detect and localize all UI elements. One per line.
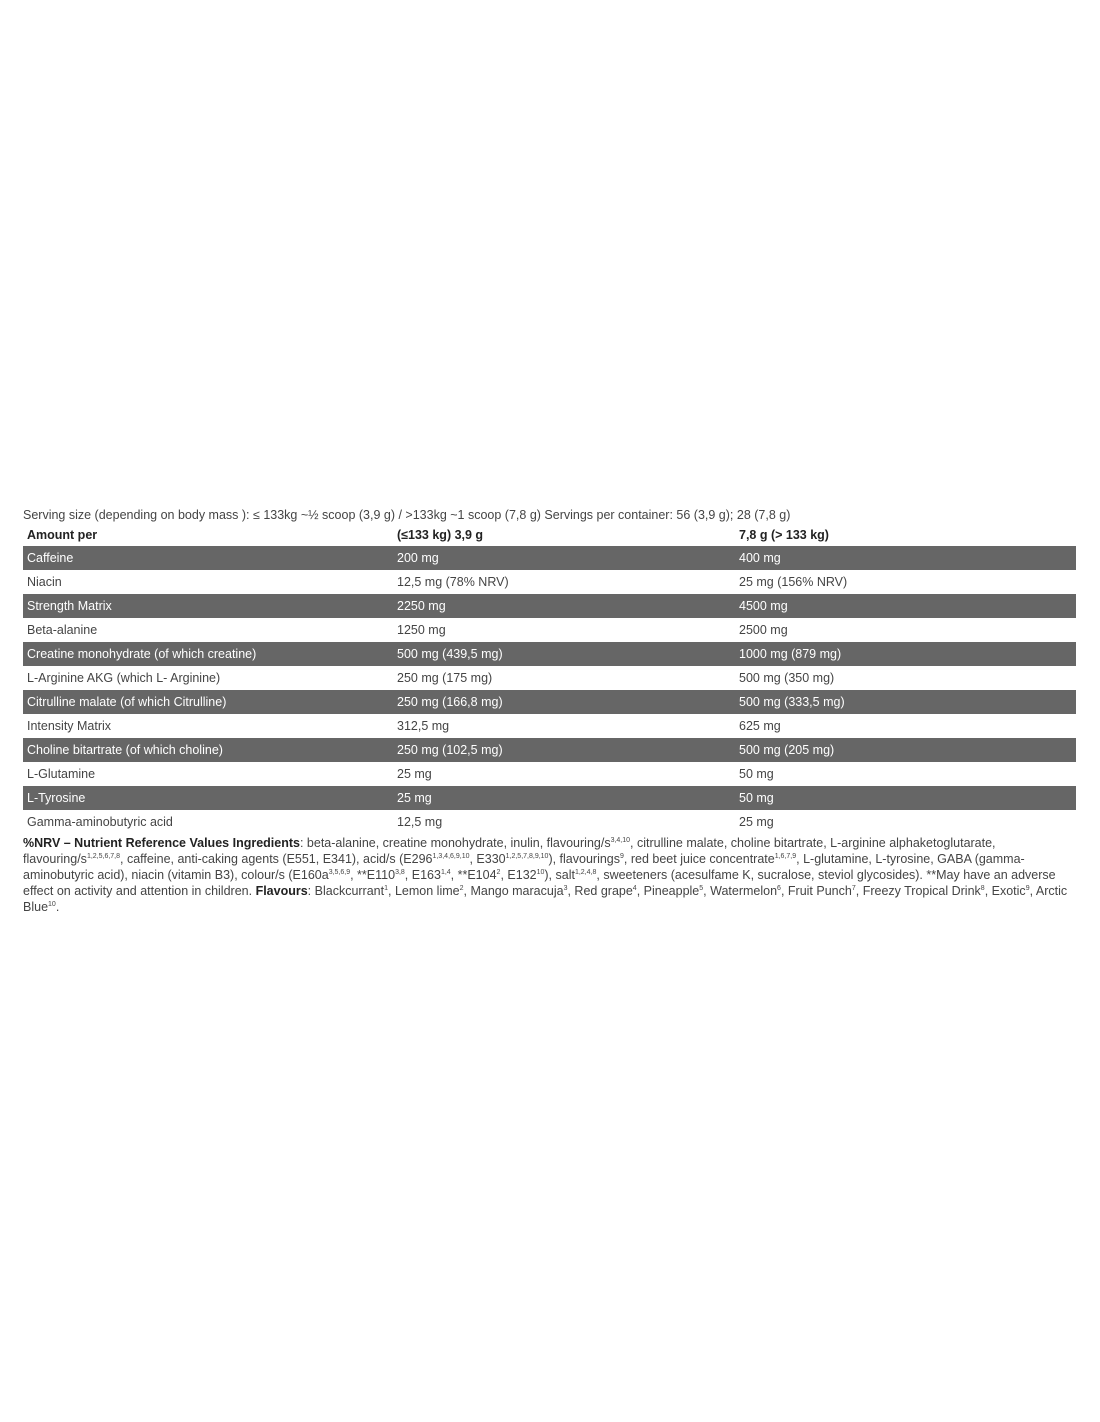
flavour-item (315, 884, 395, 898)
flavour-item (574, 884, 643, 898)
header-amount-per: Amount per (27, 528, 98, 542)
nutrient-large-value: 50 mg (735, 762, 1076, 786)
flavour-name: Fruit Punch (787, 884, 852, 898)
nutrient-name: Gamma-aminobutyric acid (23, 810, 393, 834)
footnote-marker: 5 (699, 884, 704, 892)
ingredient-segment: , citrulline malate, choline bitartrate, L-arginine alphaketoglutarate, flavouring/s (23, 836, 996, 866)
footnote-marker: 3,8 (395, 868, 405, 876)
footnote-marker: 1 (384, 884, 389, 892)
flavour-separator: , (855, 884, 863, 898)
nutrient-small-value: 12,5 mg (393, 810, 735, 834)
flavour-separator: , (388, 884, 395, 898)
flavour-item (992, 884, 1036, 898)
footnote-marker: 1,2,5,6,7,8 (86, 852, 121, 860)
nutrient-large-value: 625 mg (735, 714, 1076, 738)
ingredient-segment: : beta-alanine, creatine monohydrate, inulin, flavouring/s (299, 836, 611, 850)
flavour-item (470, 884, 574, 898)
ingredient-segment: , **E104 (450, 868, 497, 882)
flavour-name: Mango maracuja (470, 884, 564, 898)
footnote-marker: 3,4,10 (610, 836, 631, 844)
nutrient-large-value: 500 mg (205 mg) (735, 738, 1076, 762)
table-row (23, 786, 1076, 810)
nutrient-name: L-Tyrosine (23, 786, 393, 810)
nutrient-small-value: 250 mg (166,8 mg) (393, 690, 735, 714)
flavour-separator: , (984, 884, 992, 898)
footnote-marker: 3,5,6,9 (328, 868, 351, 876)
nutrient-small-value: 312,5 mg (393, 714, 735, 738)
nutrient-small-value: 2250 mg (393, 594, 735, 618)
nutrient-name: Creatine monohydrate (of which creatine) (23, 642, 393, 666)
nutrient-small-value: 250 mg (102,5 mg) (393, 738, 735, 762)
ingredient-segment: ), flavourings (548, 852, 621, 866)
flavour-separator: . (55, 900, 60, 914)
nutrient-large-value: 2500 mg (735, 618, 1076, 642)
ingredient-segment: , **E110 (350, 868, 396, 882)
flavour-name: Pineapple (643, 884, 700, 898)
ingredient-segment: , caffeine, anti-caking agents (E551, E341), acid/s (E296 (120, 852, 433, 866)
table-row (23, 762, 1076, 786)
nrv-label: %NRV – Nutrient Reference Values (23, 836, 230, 850)
table-row (23, 690, 1076, 714)
footnote-marker: 9 (620, 852, 624, 860)
flavour-item (710, 884, 788, 898)
footnote-marker: 4 (632, 884, 637, 892)
flavours-label: Flavours (255, 884, 308, 898)
nutrient-name: Niacin (23, 570, 393, 594)
nutrient-large-value: 25 mg (156% NRV) (735, 570, 1076, 594)
flavour-name: Freezy Tropical Drink (862, 884, 981, 898)
flavour-item (788, 884, 863, 898)
footnote-marker: 1,4 (440, 868, 451, 876)
nutrient-small-value: 500 mg (439,5 mg) (393, 642, 735, 666)
nutrient-small-value: 250 mg (175 mg) (393, 666, 735, 690)
ingredients-text: %NRV – Nutrient Reference Values Ingredients: beta-alanine, creatine monohydrate, inulin, flavouring/$s^{3,4,10}$, citrulline malate, choline bitartrate, L-arginine alphaketoglutarate, flavouring/$s^{1,2,5,6,7,8}$, caffeine, anti-caking agents (E551, E341), acid/s (E296$^{1,3,4,6,9,10}$, E330$^{1,2,5,7,8,9,10}$), flavourings$^9$, red beet juice concentrate$^{1,6,7,9}$, L-glutamine, L-tyrosine, GABA (gamma-aminobutyric acid), niacin (vitamin B3), colour/s ($E160a^{3,5,6,9}$, **E110$^{3,8}$, E163$^{1,4}$, $**E104^2$, $E132^{10}$), salt$^{1,2,4,8}$, sweeteners (acesulfame K, sucralose, steviol glycosides). **May have an adverse effect on activity and attention in children. Flavours: Blackcurrant$^1$, Lemon lime$^2$, Mango maracuja$^3$, Red grape$^4$, Pineapple$^5$, Watermelon$^6$, Fruit Punch$^7$, Freezy Tropical Drink$^8$, Exotic$^9$, Arctic Blue$^{10}$. (23, 836, 1068, 914)
flavour-name: Lemon lime (394, 884, 460, 898)
footnote-marker: 6 (777, 884, 781, 892)
footnote-marker: 7 (851, 884, 856, 892)
footnote-marker: 3 (563, 884, 568, 892)
ingredient-segment: , L-glutamine, L-tyrosine, GABA (gamma-aminobutyric acid), niacin (vitamin B3), colour/s (E160a (23, 852, 1025, 882)
nutrient-small-value: 25 mg (393, 786, 735, 810)
flavour-name: Watermelon (710, 884, 778, 898)
footnote-marker: 10 (536, 868, 545, 876)
nutrient-name: Beta-alanine (23, 618, 393, 642)
ingredient-segment: , E330 (469, 852, 506, 866)
footnote-marker: 2 (459, 884, 464, 892)
nutrient-name: Citrulline malate (of which Citrulline) (23, 690, 393, 714)
ingredient-segment: , red beet juice concentrate (623, 852, 775, 866)
nutrient-large-value: 1000 mg (879 mg) (735, 642, 1076, 666)
flavour-separator: , (780, 884, 788, 898)
table-row (23, 714, 1076, 738)
table-header-row (23, 524, 1076, 546)
nutrient-large-value: 500 mg (350 mg) (735, 666, 1076, 690)
table-row (23, 546, 1076, 570)
nutrient-small-value: 1250 mg (393, 618, 735, 642)
header-large-serving: 7,8 g (> 133 kg) (739, 528, 829, 542)
nutrient-small-value: 200 mg (393, 546, 735, 570)
table-row (23, 618, 1076, 642)
flavour-item (395, 884, 470, 898)
nutrient-small-value: 25 mg (393, 762, 735, 786)
flavour-name: Red grape (574, 884, 633, 898)
table-row (23, 642, 1076, 666)
nutrient-name: Choline bitartrate (of which choline) (23, 738, 393, 762)
flavour-item (863, 884, 992, 898)
nutrition-facts (23, 506, 1076, 915)
ingredient-segment: , E163 (404, 868, 441, 882)
table-row (23, 570, 1076, 594)
footnote-marker: 1,2,4,8 (574, 868, 597, 876)
ingredients-label: Ingredients (232, 836, 300, 850)
flavour-name: Blackcurrant (314, 884, 385, 898)
nutrient-name: L-Glutamine (23, 762, 393, 786)
footnote-marker: 2 (496, 868, 501, 876)
footnote-marker: 1,2,5,7,8,9,10 (505, 852, 549, 860)
nutrient-name: L-Arginine AKG (which L- Arginine) (23, 666, 393, 690)
flavour-separator: , (567, 884, 575, 898)
ingredient-segment: ), salt (544, 868, 575, 882)
nutrient-name: Strength Matrix (23, 594, 393, 618)
flavour-name: Arctic Blue (23, 884, 1068, 914)
nutrition-table (23, 524, 1076, 834)
nutrient-large-value: 500 mg (333,5 mg) (735, 690, 1076, 714)
nutrient-large-value: 25 mg (735, 810, 1076, 834)
table-row (23, 594, 1076, 618)
table-row (23, 810, 1076, 834)
nutrient-large-value: 50 mg (735, 786, 1076, 810)
flavour-separator: , (703, 884, 711, 898)
footnote-marker: 9 (1025, 884, 1030, 892)
flavour-separator: , (463, 884, 471, 898)
flavour-separator: , (1029, 884, 1036, 898)
ingredient-segment: , sweeteners (acesulfame K, sucralose, steviol glycosides). **May have an adverse effect on activity and attention in children. (23, 868, 1056, 898)
footnote-marker: 1,6,7,9 (774, 852, 797, 860)
nutrient-large-value: 400 mg (735, 546, 1076, 570)
flavour-name: Exotic (991, 884, 1026, 898)
serving-size-text: Serving size (depending on body mass ): ≤ 133kg ~½ scoop (3,9 g) / >133kg ~1 scoop (7,8 g) Servings per container: 56 (3,9 g); 28 (7,8 g) (23, 508, 791, 522)
flavour-separator: , (636, 884, 644, 898)
nutrient-name: Caffeine (23, 546, 393, 570)
nutrient-name: Intensity Matrix (23, 714, 393, 738)
footnote-marker: 8 (980, 884, 985, 892)
table-row (23, 666, 1076, 690)
nutrient-large-value: 4500 mg (735, 594, 1076, 618)
ingredient-segment: , E132 (500, 868, 537, 882)
nutrient-small-value: 12,5 mg (78% NRV) (393, 570, 735, 594)
table-row (23, 738, 1076, 762)
footnote-marker: 1,3,4,6,9,10 (432, 852, 470, 860)
footnote-marker: 10 (48, 900, 56, 908)
flavour-item (644, 884, 710, 898)
header-small-serving: (≤133 kg) 3,9 g (397, 528, 484, 542)
